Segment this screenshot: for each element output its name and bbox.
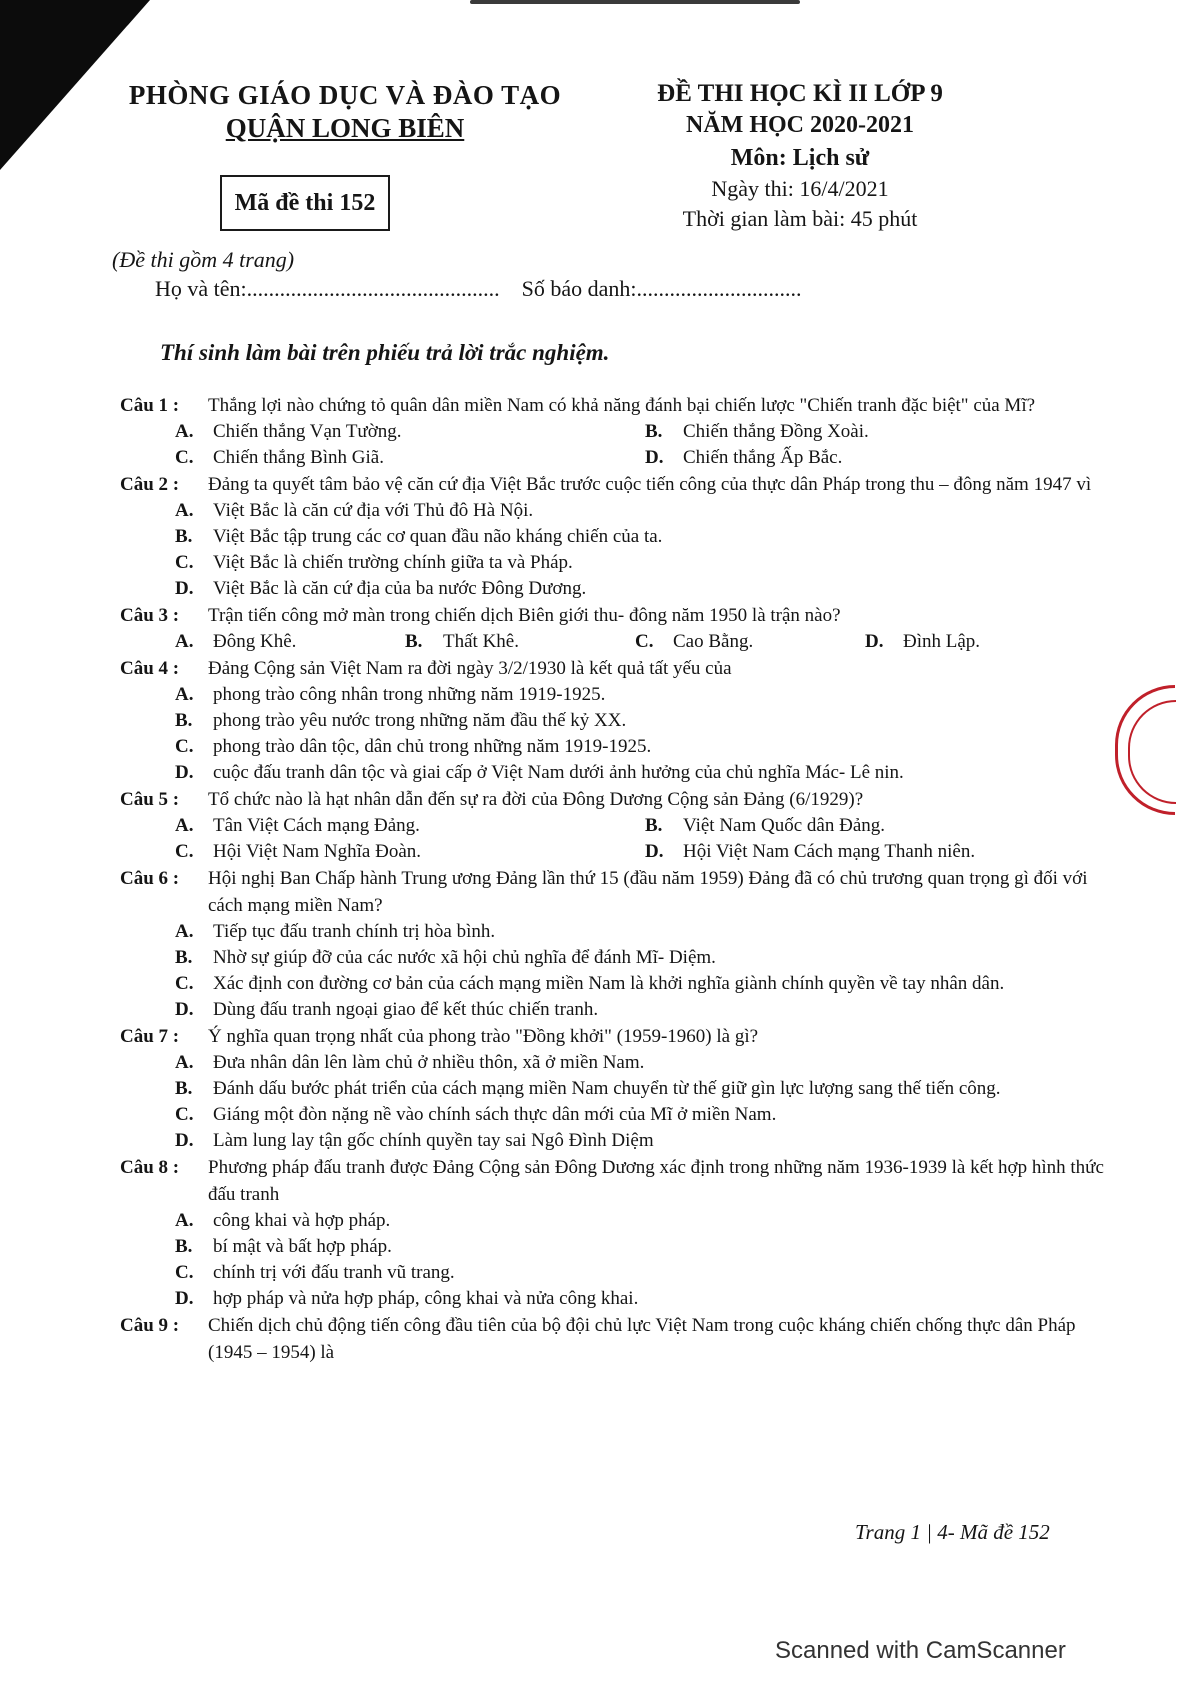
option-letter: D. — [865, 631, 884, 652]
exam-code-box: Mã đề thi 152 — [220, 175, 390, 231]
question-stem — [120, 602, 1120, 629]
answer-option — [175, 734, 1120, 760]
option-letter: A. — [175, 684, 194, 705]
option-text: Chiến thắng Vạn Tường. — [213, 421, 402, 442]
option-text: Dùng đấu tranh ngoại giao để kết thúc chiến tranh. — [213, 999, 599, 1020]
option-text: Đưa nhân dân lên làm chủ ở nhiều thôn, xã ở miền Nam. — [213, 1052, 645, 1073]
answer-options — [175, 498, 1120, 602]
answer-option — [175, 1050, 1120, 1076]
question — [120, 1023, 1120, 1154]
answer-option — [175, 1286, 1120, 1312]
question-stem — [120, 471, 1120, 498]
answer-option — [175, 997, 1120, 1023]
option-letter: C. — [175, 736, 194, 757]
option-text: Nhờ sự giúp đỡ của các nước xã hội chủ nghĩa để đánh Mĩ- Diệm. — [213, 947, 716, 968]
option-text: phong trào dân tộc, dân chủ trong những năm 1919-1925. — [213, 736, 652, 757]
option-letter: D. — [645, 447, 664, 468]
option-text: bí mật và bất hợp pháp. — [213, 1236, 392, 1257]
red-stamp — [1115, 685, 1175, 815]
answer-option — [175, 498, 1120, 524]
answer-option — [175, 445, 645, 471]
option-text: Việt Nam Quốc dân Đảng. — [683, 815, 885, 836]
answer-option — [405, 629, 635, 655]
answer-options — [175, 919, 1120, 1023]
scan-edge — [470, 0, 800, 4]
option-letter: B. — [175, 1078, 193, 1099]
option-letter: A. — [175, 921, 194, 942]
answer-options — [175, 1208, 1120, 1312]
option-text: hợp pháp và nửa hợp pháp, công khai và nửa công khai. — [213, 1288, 639, 1309]
option-text: Giáng một đòn nặng nề vào chính sách thực dân mới của Mĩ ở miền Nam. — [213, 1104, 777, 1125]
answer-options — [175, 682, 1120, 786]
question — [120, 1154, 1120, 1312]
option-letter: B. — [175, 710, 193, 731]
question — [120, 655, 1120, 786]
option-letter: D. — [175, 762, 194, 783]
option-letter: A. — [175, 421, 194, 442]
option-letter: C. — [175, 1104, 194, 1125]
answer-option — [175, 813, 645, 839]
answer-option — [175, 1234, 1120, 1260]
answer-option — [175, 1208, 1120, 1234]
answer-option — [645, 419, 1120, 445]
answer-option — [175, 760, 1120, 786]
exam-header — [640, 80, 960, 232]
option-text: Việt Bắc là chiến trường chính giữa ta và Pháp. — [213, 552, 573, 573]
question-stem — [120, 865, 1120, 919]
option-letter: D. — [175, 1288, 194, 1309]
option-letter: D. — [175, 1130, 194, 1151]
answer-option — [175, 682, 1120, 708]
option-text: Hội Việt Nam Cách mạng Thanh niên. — [683, 841, 976, 862]
question-text: Trận tiến công mở màn trong chiến dịch Biên giới thu- đông năm 1950 là trận nào? — [208, 605, 841, 626]
exam-duration: Thời gian làm bài: 45 phút — [682, 206, 918, 231]
option-text: công khai và hợp pháp. — [213, 1210, 391, 1231]
option-letter: B. — [175, 526, 193, 547]
question-text: Chiến dịch chủ động tiến công đầu tiên của bộ đội chủ lực Việt Nam trong cuộc kháng chiến chống thực dân Pháp (1945 – 1954) là — [208, 1315, 1076, 1363]
option-text: chính trị với đấu tranh vũ trang. — [213, 1262, 455, 1283]
option-letter: B. — [645, 815, 663, 836]
answer-option — [175, 550, 1120, 576]
option-text: Xác định con đường cơ bản của cách mạng miền Nam là khởi nghĩa giành chính quyền về tay nhân dân. — [213, 973, 1005, 994]
option-letter: C. — [175, 973, 194, 994]
answer-option — [175, 419, 645, 445]
option-text: cuộc đấu tranh dân tộc và giai cấp ở Việt Nam dưới ảnh hưởng của chủ nghĩa Mác- Lê nin. — [213, 762, 904, 783]
option-letter: A. — [175, 500, 194, 521]
question-list — [120, 392, 1120, 1366]
answer-option — [175, 524, 1120, 550]
option-text: Việt Bắc là căn cứ địa với Thủ đô Hà Nội. — [213, 500, 534, 521]
option-text: phong trào công nhân trong những năm 1919-1925. — [213, 684, 606, 705]
answer-option — [175, 708, 1120, 734]
question — [120, 392, 1120, 471]
option-text: Đánh dấu bước phát triển của cách mạng miền Nam chuyển từ thế giữ gìn lực lượng sang thế tiến công. — [213, 1078, 1001, 1099]
option-letter: D. — [175, 578, 194, 599]
department-name: PHÒNG GIÁO DỤC VÀ ĐÀO TẠO — [128, 80, 562, 110]
answer-option — [865, 629, 1095, 655]
option-text: Tân Việt Cách mạng Đảng. — [213, 815, 420, 836]
answer-option — [175, 839, 645, 865]
question-number: Câu 7 : — [120, 1026, 180, 1047]
id-field: Số báo danh:.............................. — [521, 276, 802, 301]
question-number: Câu 2 : — [120, 474, 180, 495]
answer-option — [175, 1128, 1120, 1154]
name-field: Họ và tên:.............................................. — [155, 276, 500, 301]
question-stem — [120, 655, 1120, 682]
option-text: Việt Bắc là căn cứ địa của ba nước Đông Dương. — [213, 578, 587, 599]
option-text: Chiến thắng Bình Giã. — [213, 447, 384, 468]
question-stem — [120, 1312, 1120, 1366]
option-letter: A. — [175, 815, 194, 836]
subject: Môn: Lịch sử — [730, 145, 870, 171]
question-text: Hội nghị Ban Chấp hành Trung ương Đảng lần thứ 15 (đầu năm 1959) Đảng đã có chủ trương quan trọng gì đối với cách mạng miền Nam? — [208, 868, 1088, 916]
question-text: Đảng ta quyết tâm bảo vệ căn cứ địa Việt Bắc trước cuộc tiến công của thực dân Pháp trong thu – đông năm 1947 vì — [208, 474, 1092, 495]
school-header — [120, 80, 570, 144]
answer-options — [175, 419, 1120, 471]
question-number: Câu 9 : — [120, 1315, 180, 1336]
option-text: Cao Bằng. — [673, 631, 754, 652]
question-number: Câu 3 : — [120, 605, 180, 626]
question — [120, 786, 1120, 865]
answer-option — [635, 629, 865, 655]
answer-option — [175, 1260, 1120, 1286]
question-number: Câu 1 : — [120, 395, 180, 416]
option-letter: B. — [405, 631, 423, 652]
option-text: Đông Khê. — [213, 631, 297, 652]
option-letter: D. — [175, 999, 194, 1020]
option-text: Chiến thắng Ấp Bắc. — [683, 447, 843, 468]
option-letter: D. — [645, 841, 664, 862]
question-stem — [120, 786, 1120, 813]
option-letter: A. — [175, 631, 194, 652]
option-text: Thất Khê. — [443, 631, 519, 652]
option-letter: C. — [175, 841, 194, 862]
question-text: Đảng Cộng sản Việt Nam ra đời ngày 3/2/1930 là kết quả tất yếu của — [208, 658, 732, 679]
option-text: phong trào yêu nước trong những năm đầu thế kỷ XX. — [213, 710, 627, 731]
question — [120, 471, 1120, 602]
answer-option — [175, 1076, 1120, 1102]
exam-title: ĐỀ THI HỌC KÌ II LỚP 9 — [657, 80, 943, 107]
answer-option — [175, 971, 1120, 997]
question-stem — [120, 392, 1120, 419]
question-stem — [120, 1154, 1120, 1208]
option-letter: C. — [635, 631, 654, 652]
question-number: Câu 5 : — [120, 789, 180, 810]
option-letter: B. — [645, 421, 663, 442]
option-text: Hội Việt Nam Nghĩa Đoàn. — [213, 841, 421, 862]
option-letter: C. — [175, 1262, 194, 1283]
option-letter: C. — [175, 552, 194, 573]
question — [120, 865, 1120, 1023]
question-text: Ý nghĩa quan trọng nhất của phong trào "Đồng khởi" (1959-1960) là gì? — [208, 1026, 759, 1047]
option-letter: A. — [175, 1210, 194, 1231]
question — [120, 602, 1120, 655]
question-text: Phương pháp đấu tranh được Đảng Cộng sản Đông Dương xác định trong những năm 1936-1939 là kết hợp hình thức đấu tranh — [208, 1157, 1104, 1205]
answer-options — [175, 1050, 1120, 1154]
answer-options — [175, 813, 1120, 865]
answer-option — [645, 445, 1120, 471]
option-text: Làm lung lay tận gốc chính quyền tay sai Ngô Đình Diệm — [213, 1130, 654, 1151]
scanner-watermark: Scanned with CamScanner — [775, 1637, 1066, 1664]
question-text: Tổ chức nào là hạt nhân dẫn đến sự ra đời của Đông Dương Cộng sản Đảng (6/1929)? — [208, 789, 864, 810]
question — [120, 1312, 1120, 1366]
question-stem — [120, 1023, 1120, 1050]
answer-options — [175, 629, 1120, 655]
option-letter: B. — [175, 1236, 193, 1257]
pages-note: (Đề thi gồm 4 trang) — [112, 247, 295, 272]
question-text: Thắng lợi nào chứng tỏ quân dân miền Nam có khả năng đánh bại chiến lược "Chiến tranh đặc biệt" của Mĩ? — [208, 395, 1036, 416]
answer-option — [645, 839, 1120, 865]
instruction: Thí sinh làm bài trên phiếu trả lời trắc nghiệm. — [160, 340, 610, 365]
school-year: NĂM HỌC 2020-2021 — [686, 112, 914, 138]
question-number: Câu 6 : — [120, 868, 180, 889]
option-text: Đình Lập. — [903, 631, 981, 652]
option-text: Chiến thắng Đồng Xoài. — [683, 421, 869, 442]
option-text: Tiếp tục đấu tranh chính trị hòa bình. — [213, 921, 496, 942]
answer-option — [175, 1102, 1120, 1128]
option-letter: B. — [175, 947, 193, 968]
answer-option — [645, 813, 1120, 839]
answer-option — [175, 629, 405, 655]
candidate-fields — [155, 276, 802, 302]
question-number: Câu 4 : — [120, 658, 180, 679]
option-letter: A. — [175, 1052, 194, 1073]
question-number: Câu 8 : — [120, 1157, 180, 1178]
answer-option — [175, 945, 1120, 971]
district-name: QUẬN LONG BIÊN — [225, 113, 465, 143]
answer-option — [175, 576, 1120, 602]
option-text: Việt Bắc tập trung các cơ quan đầu não kháng chiến của ta. — [213, 526, 663, 547]
answer-option — [175, 919, 1120, 945]
page-footer: Trang 1 | 4- Mã đề 152 — [855, 1520, 1050, 1544]
exam-date: Ngày thi: 16/4/2021 — [711, 176, 889, 201]
option-letter: C. — [175, 447, 194, 468]
